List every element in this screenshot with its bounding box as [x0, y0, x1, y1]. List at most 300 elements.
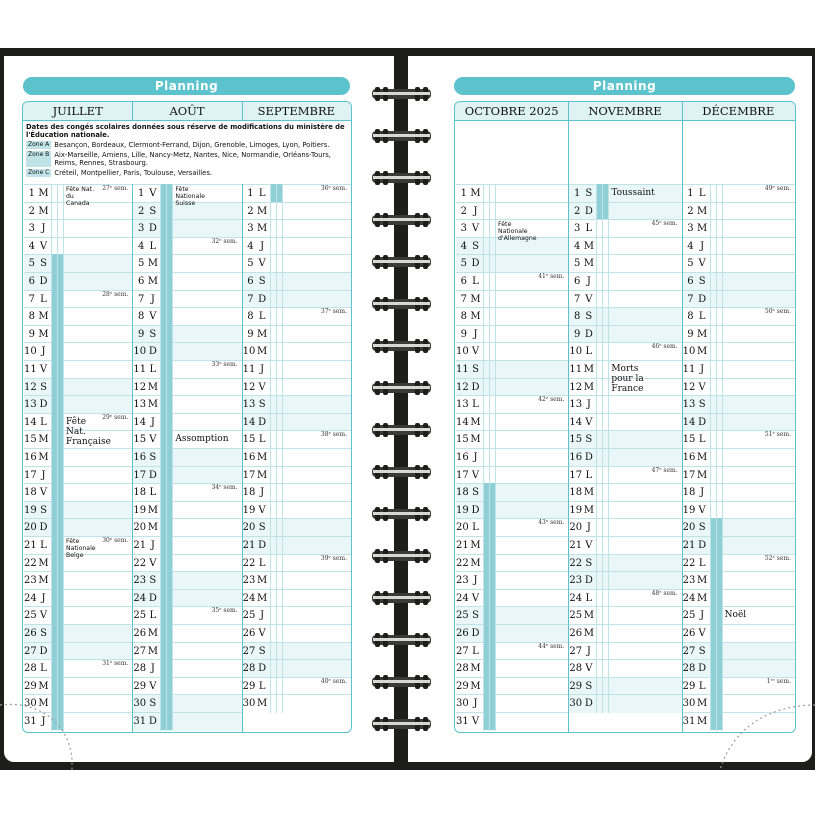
day-letter: S — [258, 522, 266, 534]
week-label: 39ᵉ sem. — [320, 554, 347, 562]
day-letter: M — [697, 452, 708, 463]
day-letter: S — [472, 487, 479, 499]
day-number: 1 — [137, 188, 145, 199]
week-label: 29ᵉ sem. — [102, 413, 129, 421]
day-letter: M — [470, 557, 481, 569]
day-letter: V — [698, 628, 706, 639]
day-letter: L — [472, 276, 479, 287]
week-label: 48ᵉ sem. — [651, 589, 678, 597]
day-number: 21 — [456, 540, 469, 551]
day-letter: M — [257, 469, 268, 481]
day-number: 15 — [456, 434, 469, 446]
day-letter: L — [585, 469, 593, 481]
day-number: 30 — [133, 698, 147, 710]
day-letter: D — [148, 223, 157, 235]
day-number: 22 — [682, 557, 696, 569]
day-number: 19 — [242, 504, 256, 516]
day-number: 5 — [687, 258, 694, 270]
day-number: 25 — [242, 610, 256, 622]
day-letter: V — [39, 364, 48, 375]
day-letter: M — [257, 328, 268, 340]
day-number: 22 — [133, 557, 147, 569]
zone-tag-2: Zone C — [28, 169, 50, 176]
day-number: 25 — [682, 610, 696, 622]
day-letter: S — [149, 575, 157, 587]
day-letter: S — [258, 399, 266, 411]
day-letter: L — [40, 663, 47, 675]
week-label: 47ᵉ sem. — [651, 466, 678, 474]
day-number: 1 — [573, 188, 581, 199]
day-letter: M — [38, 205, 49, 217]
day-number: 16 — [569, 452, 583, 463]
week-label: 36ᵉ sem. — [320, 185, 347, 192]
day-number: 11 — [24, 364, 37, 375]
day-number: 24 — [133, 592, 147, 604]
day-letter: V — [698, 258, 706, 270]
day-letter: L — [698, 434, 706, 446]
right-planning-title: Planning — [454, 77, 795, 95]
week-label: 49ᵉ sem. — [764, 185, 791, 192]
day-number: 2 — [460, 205, 467, 217]
day-number: 15 — [569, 434, 583, 446]
day-number: 18 — [569, 487, 583, 499]
day-number: 2 — [687, 205, 694, 217]
holiday-label: Toussaint — [611, 188, 655, 198]
day-letter: S — [472, 240, 479, 252]
day-letter: J — [41, 716, 46, 727]
day-number: 15 — [133, 434, 147, 446]
day-number: 19 — [569, 504, 583, 516]
day-number: 13 — [133, 399, 147, 411]
day-letter: J — [473, 698, 478, 710]
day-letter: J — [473, 452, 478, 463]
day-number: 6 — [460, 276, 467, 287]
day-number: 26 — [682, 628, 696, 639]
day-letter: M — [38, 328, 49, 340]
day-number: 19 — [456, 504, 469, 516]
day-number: 5 — [137, 258, 145, 270]
day-letter: J — [260, 487, 265, 499]
day-letter: M — [583, 610, 594, 622]
day-number: 18 — [133, 487, 147, 499]
day-letter: M — [147, 399, 158, 411]
day-number: 19 — [682, 504, 696, 516]
day-number: 17 — [24, 469, 37, 481]
day-letter: J — [41, 346, 46, 358]
day-letter: M — [583, 504, 594, 516]
holiday-label: Fête Nationale Suisse — [175, 186, 205, 207]
day-letter: J — [586, 645, 591, 657]
day-letter: V — [585, 416, 593, 428]
day-letter: M — [697, 698, 708, 710]
day-letter: S — [585, 434, 593, 446]
day-letter: D — [148, 716, 157, 727]
day-number: 26 — [133, 628, 147, 639]
day-number: 30 — [242, 698, 256, 710]
day-number: 7 — [247, 293, 254, 305]
day-letter: D — [698, 416, 707, 428]
day-number: 7 — [460, 293, 467, 305]
day-number: 10 — [242, 346, 256, 358]
day-letter: V — [149, 434, 157, 446]
day-letter: M — [697, 346, 708, 358]
day-number: 5 — [573, 258, 581, 270]
day-number: 12 — [133, 381, 147, 393]
day-letter: J — [150, 663, 155, 675]
day-letter: J — [586, 399, 591, 411]
day-number: 22 — [569, 557, 583, 569]
week-label: 40ᵉ sem. — [320, 677, 347, 685]
day-number: 2 — [137, 205, 145, 217]
week-label: 30ᵉ sem. — [102, 537, 129, 544]
week-label: 28ᵉ sem. — [102, 290, 129, 298]
day-number: 31 — [133, 716, 147, 727]
day-letter: L — [149, 487, 157, 499]
day-number: 7 — [573, 293, 581, 305]
day-letter: D — [148, 469, 157, 481]
day-number: 29 — [682, 680, 696, 692]
day-letter: L — [258, 434, 266, 446]
day-letter: L — [472, 645, 479, 657]
day-number: 23 — [242, 575, 256, 587]
day-number: 29 — [569, 680, 583, 692]
day-letter: M — [38, 452, 49, 463]
day-number: 14 — [682, 416, 696, 428]
week-label: 42ᵉ sem. — [538, 396, 565, 404]
day-letter: M — [38, 434, 49, 446]
day-letter: S — [472, 610, 479, 622]
week-label: 27ᵉ sem. — [102, 185, 129, 192]
day-letter: L — [40, 540, 47, 551]
day-letter: M — [697, 592, 708, 604]
day-letter: L — [40, 416, 47, 428]
day-number: 26 — [242, 628, 256, 639]
day-letter: M — [257, 698, 268, 710]
day-number: 11 — [682, 364, 696, 375]
day-number: 16 — [456, 452, 469, 463]
week-label: 1ʳᵉ sem. — [766, 677, 791, 685]
day-letter: L — [149, 364, 157, 375]
day-number: 14 — [456, 416, 469, 428]
day-letter: V — [258, 258, 266, 270]
day-letter: V — [258, 628, 266, 639]
holiday-label: Noël — [724, 610, 747, 621]
day-number: 7 — [687, 293, 694, 305]
day-number: 12 — [456, 381, 469, 393]
day-letter: M — [257, 575, 268, 587]
day-letter: V — [149, 311, 157, 323]
day-letter: M — [147, 276, 158, 287]
week-label: 41ᵉ sem. — [538, 273, 565, 280]
day-number: 14 — [24, 416, 37, 428]
day-letter: L — [149, 610, 157, 622]
day-number: 29 — [242, 680, 256, 692]
day-number: 4 — [687, 240, 694, 252]
day-number: 3 — [460, 223, 467, 235]
day-number: 2 — [247, 205, 254, 217]
day-letter: M — [583, 364, 594, 375]
day-number: 30 — [24, 698, 37, 710]
day-number: 1 — [28, 188, 35, 199]
day-letter: V — [585, 540, 593, 551]
day-letter: M — [697, 328, 708, 340]
day-number: 4 — [573, 240, 581, 252]
day-number: 26 — [24, 628, 37, 639]
month-header-2: SEPTEMBRE — [242, 102, 351, 121]
day-number: 30 — [569, 698, 583, 710]
day-letter: L — [258, 680, 266, 692]
day-number: 27 — [682, 645, 696, 657]
day-letter: S — [585, 680, 593, 692]
day-letter: M — [583, 628, 594, 639]
day-number: 28 — [242, 663, 256, 675]
day-letter: V — [258, 504, 266, 516]
day-number: 25 — [569, 610, 583, 622]
day-letter: J — [41, 469, 46, 481]
day-letter: J — [41, 592, 46, 604]
day-number: 14 — [133, 416, 147, 428]
day-letter: J — [700, 610, 705, 622]
day-letter: M — [38, 311, 49, 323]
day-letter: M — [257, 205, 268, 217]
day-number: 3 — [28, 223, 35, 235]
day-letter: V — [471, 469, 480, 481]
day-number: 11 — [456, 364, 469, 375]
holiday-label: Fête Nat. Française — [66, 416, 111, 447]
day-number: 24 — [569, 592, 583, 604]
day-letter: J — [473, 205, 478, 217]
zone-text-2: Créteil, Montpellier, Paris, Toulouse, Versailles. — [54, 169, 213, 177]
day-letter: D — [584, 452, 593, 463]
day-number: 3 — [687, 223, 694, 235]
day-letter: D — [584, 575, 593, 587]
week-label: 32ᵉ sem. — [211, 237, 238, 245]
day-letter: M — [147, 645, 158, 657]
day-number: 16 — [682, 452, 696, 463]
day-number: 22 — [456, 557, 469, 569]
day-number: 21 — [569, 540, 583, 551]
day-number: 9 — [460, 328, 467, 340]
day-letter: S — [472, 364, 479, 375]
day-letter: V — [585, 663, 593, 675]
day-number: 10 — [569, 346, 583, 358]
day-letter: D — [258, 663, 267, 675]
day-letter: M — [147, 258, 158, 270]
week-label: 33ᵉ sem. — [211, 361, 238, 368]
day-number: 25 — [24, 610, 37, 622]
day-number: 9 — [247, 328, 254, 340]
day-letter: D — [584, 698, 593, 710]
day-number: 21 — [682, 540, 696, 551]
zone-text-1: Aix-Marseille, Amiens, Lille, Nancy-Metz, Nantes, Nice, Normandie, Orléans-Tours, Reims, Rennes, Strasbourg. — [54, 151, 331, 167]
day-number: 20 — [24, 522, 37, 534]
day-number: 10 — [682, 346, 696, 358]
day-number: 23 — [133, 575, 147, 587]
day-letter: D — [698, 663, 707, 675]
day-letter: D — [584, 328, 593, 340]
day-letter: L — [472, 522, 479, 534]
holiday-label: Fête Nationale d'Allemagne — [498, 221, 537, 243]
day-number: 4 — [137, 240, 145, 252]
day-letter: L — [258, 188, 266, 199]
day-number: 6 — [247, 276, 254, 287]
day-number: 13 — [456, 399, 469, 411]
day-letter: M — [697, 223, 708, 235]
day-letter: M — [38, 188, 49, 199]
day-letter: M — [38, 680, 49, 692]
day-number: 31 — [682, 716, 696, 727]
day-letter: M — [470, 311, 481, 323]
month-header-0: OCTOBRE 2025 — [455, 102, 568, 121]
day-number: 26 — [456, 628, 469, 639]
day-number: 21 — [24, 540, 37, 551]
day-letter: D — [258, 416, 267, 428]
day-letter: L — [698, 188, 706, 199]
day-letter: M — [147, 381, 158, 393]
day-number: 9 — [28, 328, 35, 340]
month-header-1: AOÛT — [132, 102, 241, 121]
day-number: 11 — [242, 364, 256, 375]
day-letter: M — [470, 434, 481, 446]
day-number: 6 — [573, 276, 581, 287]
day-number: 21 — [242, 540, 256, 551]
day-letter: S — [698, 276, 706, 287]
day-letter: M — [583, 258, 594, 270]
day-letter: J — [150, 540, 155, 551]
day-number: 31 — [456, 716, 469, 727]
day-number: 13 — [242, 399, 256, 411]
day-number: 12 — [24, 381, 37, 393]
day-number: 24 — [456, 592, 469, 604]
day-number: 19 — [133, 504, 147, 516]
day-number: 23 — [24, 575, 37, 587]
day-letter: J — [586, 522, 591, 534]
day-number: 28 — [682, 663, 696, 675]
day-number: 11 — [569, 364, 583, 375]
day-number: 23 — [682, 575, 696, 587]
day-letter: S — [40, 381, 47, 393]
zone-tag-0: Zone A — [28, 141, 50, 148]
day-letter: S — [40, 504, 47, 516]
day-letter: D — [471, 258, 480, 270]
day-number: 8 — [137, 311, 145, 323]
day-letter: D — [39, 399, 48, 411]
day-letter: S — [585, 557, 593, 569]
day-number: 30 — [682, 698, 696, 710]
day-letter: M — [697, 469, 708, 481]
week-label: 37ᵉ sem. — [320, 308, 347, 316]
day-number: 24 — [24, 592, 37, 604]
week-label: 44ᵉ sem. — [538, 642, 565, 650]
day-number: 30 — [456, 698, 469, 710]
holiday-label: Fête Nationale Belge — [66, 538, 96, 559]
day-number: 25 — [133, 610, 147, 622]
day-number: 20 — [456, 522, 469, 534]
day-number: 5 — [28, 258, 35, 270]
day-number: 7 — [137, 293, 145, 305]
day-number: 23 — [456, 575, 469, 587]
day-letter: S — [258, 645, 266, 657]
day-number: 16 — [24, 452, 37, 463]
day-letter: S — [258, 276, 266, 287]
day-letter: V — [149, 680, 157, 692]
day-letter: D — [584, 205, 593, 217]
day-letter: M — [147, 504, 158, 516]
day-letter: L — [698, 557, 706, 569]
day-letter: J — [41, 223, 46, 235]
day-number: 27 — [242, 645, 256, 657]
day-number: 5 — [460, 258, 467, 270]
day-number: 20 — [242, 522, 256, 534]
day-letter: S — [40, 258, 47, 270]
day-number: 28 — [24, 663, 37, 675]
zone-text-0: Besançon, Bordeaux, Clermont-Ferrand, Dijon, Grenoble, Limoges, Lyon, Poitiers. — [54, 141, 330, 149]
day-letter: M — [257, 452, 268, 463]
day-number: 17 — [456, 469, 469, 481]
day-number: 8 — [573, 311, 581, 323]
day-number: 7 — [28, 293, 35, 305]
holiday-label: Assomption — [175, 434, 229, 445]
day-letter: J — [700, 364, 705, 375]
day-letter: J — [150, 416, 155, 428]
day-number: 13 — [569, 399, 583, 411]
day-letter: D — [698, 293, 707, 305]
day-letter: M — [583, 487, 594, 499]
day-letter: M — [697, 575, 708, 587]
day-letter: D — [698, 540, 707, 551]
day-letter: L — [40, 293, 47, 305]
day-number: 20 — [133, 522, 147, 534]
day-number: 13 — [682, 399, 696, 411]
day-number: 2 — [573, 205, 581, 217]
day-letter: M — [38, 557, 49, 569]
day-letter: M — [470, 540, 481, 551]
day-number: 18 — [456, 487, 469, 499]
day-number: 12 — [682, 381, 696, 393]
day-letter: V — [471, 716, 480, 727]
day-letter: D — [148, 346, 157, 358]
day-number: 24 — [242, 592, 256, 604]
week-label: 51ᵉ sem. — [764, 431, 791, 439]
day-letter: M — [470, 680, 481, 692]
day-number: 17 — [682, 469, 696, 481]
day-number: 3 — [137, 223, 145, 235]
day-number: 8 — [460, 311, 467, 323]
day-letter: S — [40, 628, 47, 639]
day-number: 15 — [242, 434, 256, 446]
day-letter: J — [260, 610, 265, 622]
day-letter: M — [147, 628, 158, 639]
day-number: 8 — [687, 311, 694, 323]
day-number: 15 — [24, 434, 37, 446]
day-letter: L — [149, 240, 157, 252]
day-letter: D — [39, 276, 48, 287]
day-letter: J — [473, 328, 478, 340]
day-letter: M — [257, 223, 268, 235]
day-number: 28 — [133, 663, 147, 675]
day-number: 17 — [242, 469, 256, 481]
day-letter: S — [698, 522, 706, 534]
day-number: 28 — [569, 663, 583, 675]
day-letter: S — [149, 698, 157, 710]
holiday-label: Fête Nat. du Canada — [66, 186, 95, 207]
left-planning-title: Planning — [23, 77, 350, 95]
day-number: 6 — [687, 276, 694, 287]
day-number: 29 — [24, 680, 37, 692]
day-number: 20 — [569, 522, 583, 534]
day-letter: V — [471, 346, 480, 358]
day-number: 3 — [573, 223, 581, 235]
